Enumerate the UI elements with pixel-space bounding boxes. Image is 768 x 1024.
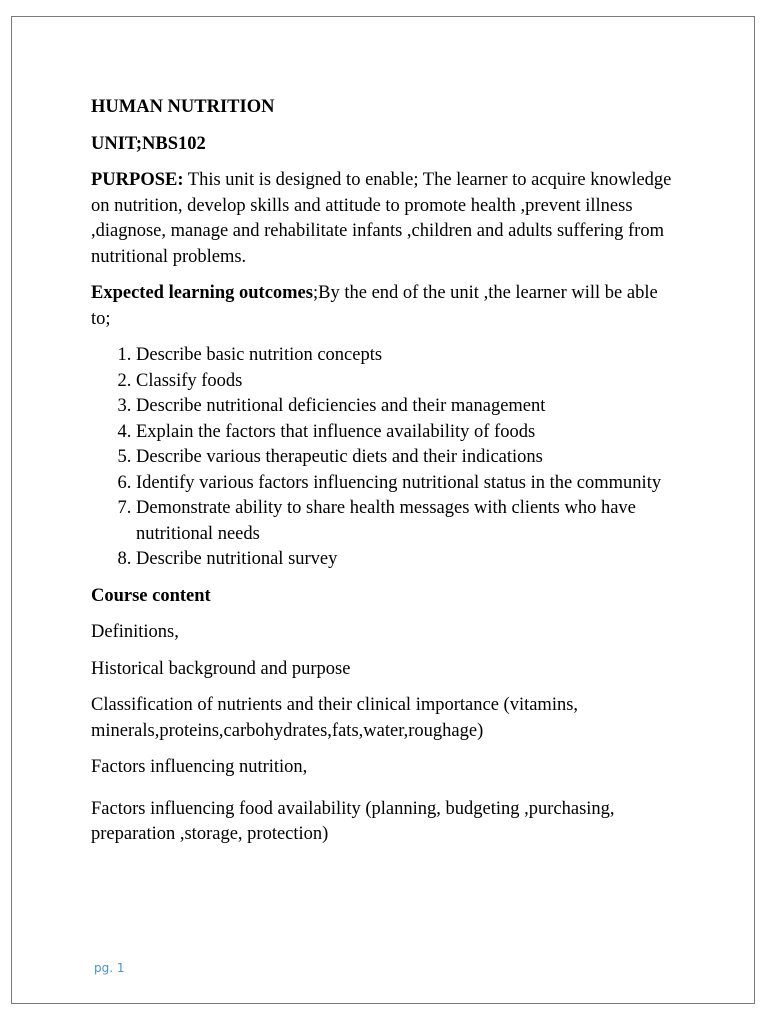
outcome-item: 7. Demonstrate ability to share health messages with clients who have nutritional needs xyxy=(136,496,681,547)
course-content-item: Factors influencing nutrition, xyxy=(91,757,308,777)
course-content-item: Factors influencing food availability (planning, budgeting ,purchasing, preparation ,storage, protection) xyxy=(91,798,615,844)
purpose-label: PURPOSE: xyxy=(91,170,184,190)
outcome-item: 3. Describe nutritional deficiencies and their management xyxy=(136,394,681,420)
outcome-item: 2. Classify foods xyxy=(136,369,681,395)
course-content-item: Classification of nutrients and their clinical importance (vitamins, minerals,proteins,carbohydrates,fats,water,roughage) xyxy=(91,695,579,741)
outcomes-list xyxy=(91,343,681,573)
purpose-text: This unit is designed to enable; The learner to acquire knowledge on nutrition, develop skills and attitude to promote health ,prevent illness ,diagnose, manage and rehabilitate infants ,children and adults suffering from nutritional problems. xyxy=(91,170,672,267)
page-number-footer: pg. 1 xyxy=(94,961,125,975)
outcome-item: 4. Explain the factors that influence availability of foods xyxy=(136,420,681,446)
outcomes-intro: ;By the end of the unit ,the learner will be able to; xyxy=(91,283,658,329)
course-content-item: Historical background and purpose xyxy=(91,658,351,679)
outcome-item: 6. Identify various factors influencing nutritional status in the community xyxy=(136,471,681,497)
document-body xyxy=(91,95,681,859)
outcome-item: 5. Describe various therapeutic diets and their indications xyxy=(136,445,681,471)
outcomes-paragraph xyxy=(91,281,681,332)
course-content-heading: Course content xyxy=(91,585,211,606)
unit-code: UNIT;NBS102 xyxy=(91,133,206,154)
purpose-paragraph xyxy=(91,168,681,270)
document-title: HUMAN NUTRITION xyxy=(91,97,275,117)
outcomes-label: Expected learning outcomes xyxy=(91,283,313,303)
course-content-item: Definitions, xyxy=(91,622,179,642)
outcome-item: 1. Describe basic nutrition concepts xyxy=(136,343,681,369)
outcome-item: 8. Describe nutritional survey xyxy=(136,547,681,573)
document-page xyxy=(11,16,755,1004)
